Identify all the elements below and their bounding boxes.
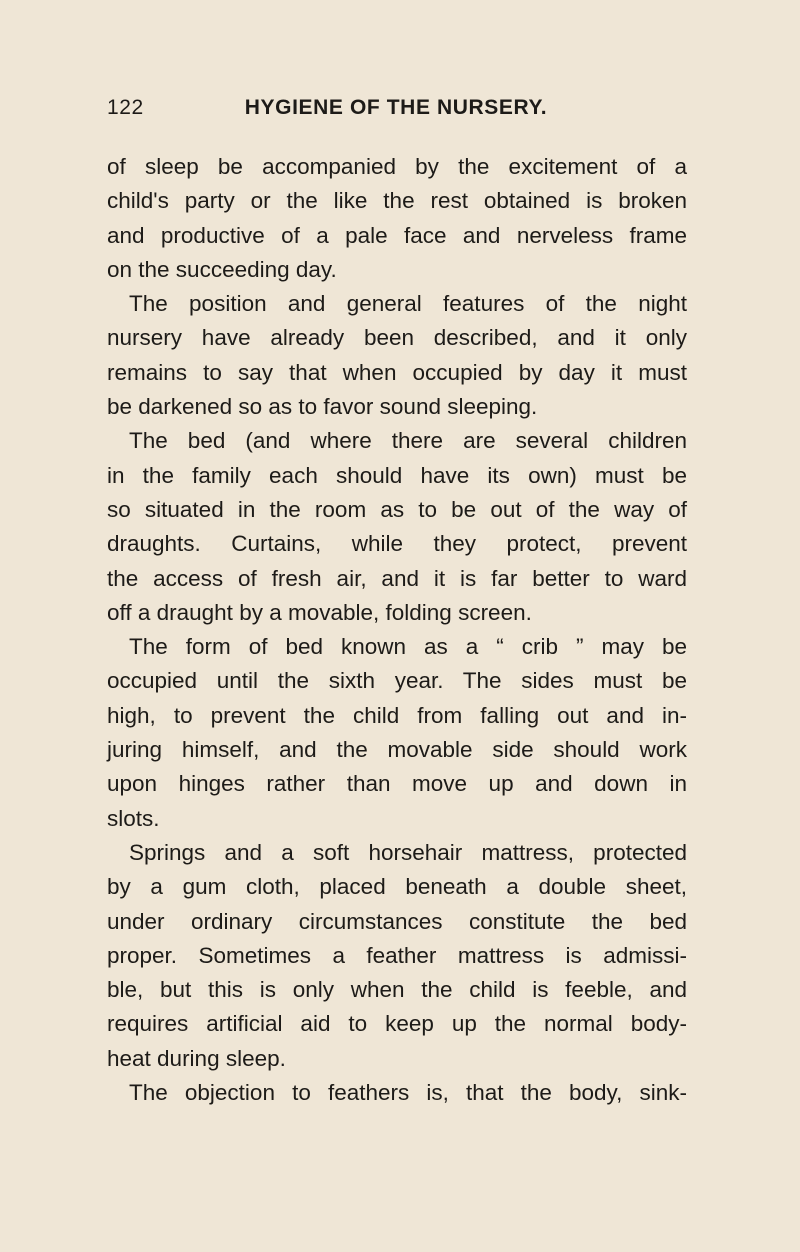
text-line: draughts. Curtains, while they protect, prevent [107, 531, 687, 557]
body-text [107, 150, 687, 1110]
text-line: Springs and a soft horsehair mattress, protected [129, 839, 687, 865]
text-line: be darkened so as to favor sound sleeping. [107, 394, 538, 420]
text-line: nursery have already been described, and it only [107, 325, 687, 351]
text-line: remains to say that when occupied by day it must [107, 359, 687, 385]
running-title: HYGIENE OF THE NURSERY. [244, 96, 548, 119]
text-line: juring himself, and the movable side should work [107, 737, 687, 763]
text-line: The position and general features of the night [129, 291, 687, 317]
text-line: and productive of a pale face and nerveless frame [107, 222, 687, 248]
text-line: heat during sleep. [107, 1045, 286, 1071]
text-line: ble, but this is only when the child is feeble, and [107, 977, 687, 1003]
text-line: child's party or the like the rest obtained is broken [107, 188, 687, 214]
text-line: by a gum cloth, placed beneath a double sheet, [107, 874, 687, 900]
text-line: on the succeeding day. [107, 256, 337, 282]
text-line: the access of fresh air, and it is far better to ward [107, 565, 687, 591]
text-line: The objection to feathers is, that the body, sink- [129, 1080, 687, 1106]
text-line: requires artificial aid to keep up the normal body- [107, 1011, 687, 1037]
running-head [107, 96, 685, 130]
text-line: The bed (and where there are several children [129, 428, 687, 454]
text-line: so situated in the room as to be out of the way of [107, 496, 687, 522]
text-line: occupied until the sixth year. The sides must be [107, 668, 687, 694]
text-line: off a draught by a movable, folding screen. [107, 599, 532, 625]
text-line: proper. Sometimes a feather mattress is admissi- [107, 942, 687, 968]
text-line: slots. [107, 805, 160, 831]
text-line: upon hinges rather than move up and down in [107, 771, 687, 797]
page-number: 122 [107, 96, 144, 119]
text-line: The form of bed known as a “ crib ” may be [129, 634, 687, 660]
text-line: under ordinary circumstances constitute the bed [107, 908, 687, 934]
text-line: in the family each should have its own) must be [107, 462, 687, 488]
text-line: of sleep be accompanied by the excitement of a [107, 154, 687, 179]
text-line: high, to prevent the child from falling out and in- [107, 702, 687, 728]
